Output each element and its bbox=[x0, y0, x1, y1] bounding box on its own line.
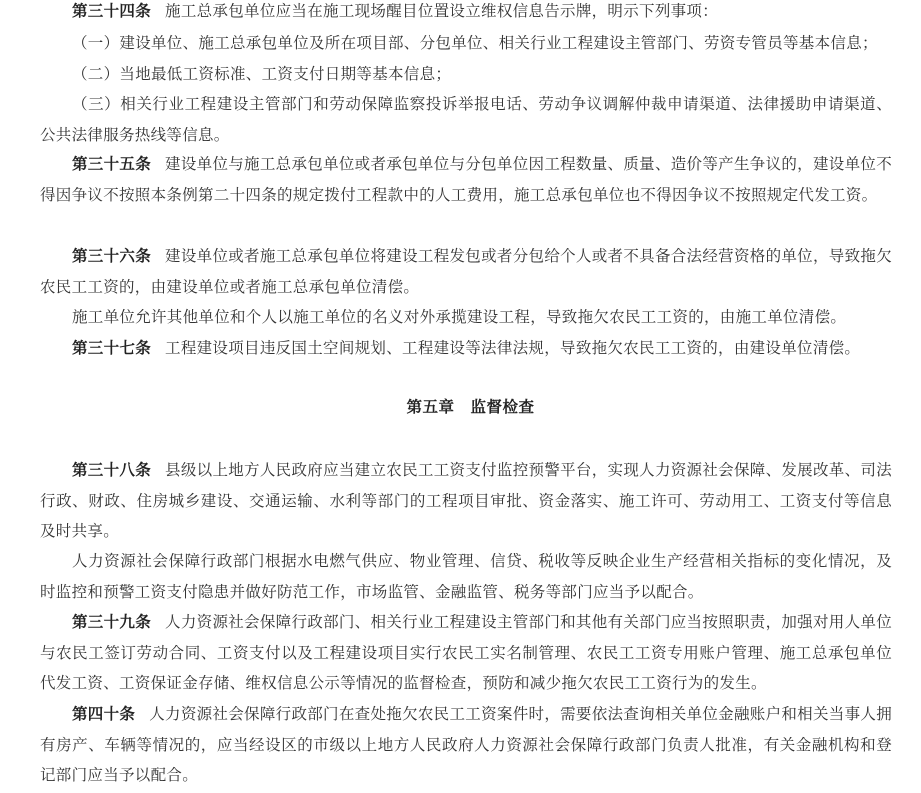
article-39-paragraph bbox=[40, 607, 892, 699]
article-text: 县级以上地方人民政府应当建立农民工工资支付监控预警平台，实现人力资源社会保障、发展改革、司法行政、财政、住房城乡建设、交通运输、水利等部门的工程项目审批、资金落实、施工许可、劳动用工、工资支付等信息及时共享。 bbox=[40, 461, 892, 540]
article-number: 第四十条 bbox=[72, 705, 136, 723]
chapter-heading bbox=[0, 392, 921, 422]
article-text: 建设单位与施工总承包单位或者承包单位与分包单位因工程数量、质量、造价等产生争议的，建设单位不得因争议不按照本条例第二十四条的规定拨付工程款中的人工费用，施工总承包单位也不得因争议不按照规定代发工资。 bbox=[40, 155, 892, 204]
article-34-item-1: （一）建设单位、施工总承包单位及所在项目部、分包单位、相关行业工程建设主管部门、劳资专管员等基本信息； bbox=[72, 34, 878, 52]
article-text: 施工总承包单位应当在施工现场醒目位置设立维权信息告示牌，明示下列事项： bbox=[165, 2, 719, 20]
article-40-paragraph bbox=[40, 699, 892, 791]
article-35-paragraph bbox=[40, 149, 892, 210]
article-text: 工程建设项目违反国土空间规划、工程建设等法律法规，导致拖欠农民工工资的，由建设单位清偿。 bbox=[165, 339, 861, 357]
article-36-paragraph-2: 施工单位允许其他单位和个人以施工单位的名义对外承揽建设工程，导致拖欠农民工工资的，由施工单位清偿。 bbox=[72, 308, 847, 326]
article-34-paragraph bbox=[40, 0, 892, 27]
article-37-paragraph bbox=[40, 333, 892, 364]
article-number: 第三十九条 bbox=[72, 613, 152, 631]
article-text: 人力资源社会保障行政部门在查处拖欠农民工工资案件时，需要依法查询相关单位金融账户和相关当事人拥有房产、车辆等情况的，应当经设区的市级以上地方人民政府人力资源社会保障行政部门负责人批准，有关金融机构和登记部门应当予以配合。 bbox=[40, 705, 892, 784]
article-text: 人力资源社会保障行政部门、相关行业工程建设主管部门和其他有关部门应当按照职责，加强对用人单位与农民工签订劳动合同、工资支付以及工程建设项目实行农民工实名制管理、农民工工资专用账户管理、施工总承包单位代发工资、工资保证金存储、维权信息公示等情况的监督检查，预防和减少拖欠农民工工资行为的发生。 bbox=[40, 613, 892, 692]
article-36-paragraph bbox=[40, 241, 892, 302]
chapter-title: 监督检查 bbox=[470, 398, 535, 416]
article-number: 第三十七条 bbox=[72, 339, 152, 357]
chapter-number: 第五章 bbox=[406, 398, 455, 416]
article-38-paragraph bbox=[40, 455, 892, 547]
article-34-item-2: （二）当地最低工资标准、工资支付日期等基本信息； bbox=[72, 65, 452, 83]
article-text: 建设单位或者施工总承包单位将建设工程发包或者分包给个人或者不具备合法经营资格的单位，导致拖欠农民工工资的，由建设单位或者施工总承包单位清偿。 bbox=[40, 247, 892, 296]
article-number: 第三十四条 bbox=[72, 2, 152, 20]
article-number: 第三十六条 bbox=[72, 247, 152, 265]
article-number: 第三十五条 bbox=[72, 155, 152, 173]
article-38-paragraph-2: 人力资源社会保障行政部门根据水电燃气供应、物业管理、信贷、税收等反映企业生产经营相关指标的变化情况，及时监控和预警工资支付隐患并做好防范工作，市场监管、金融监管、税务等部门应当予以配合。 bbox=[40, 552, 892, 601]
article-34-item-3: （三）相关行业工程建设主管部门和劳动保障监察投诉举报电话、劳动争议调解仲裁申请渠道、法律援助申请渠道、公共法律服务热线等信息。 bbox=[40, 95, 892, 144]
article-number: 第三十八条 bbox=[72, 461, 152, 479]
